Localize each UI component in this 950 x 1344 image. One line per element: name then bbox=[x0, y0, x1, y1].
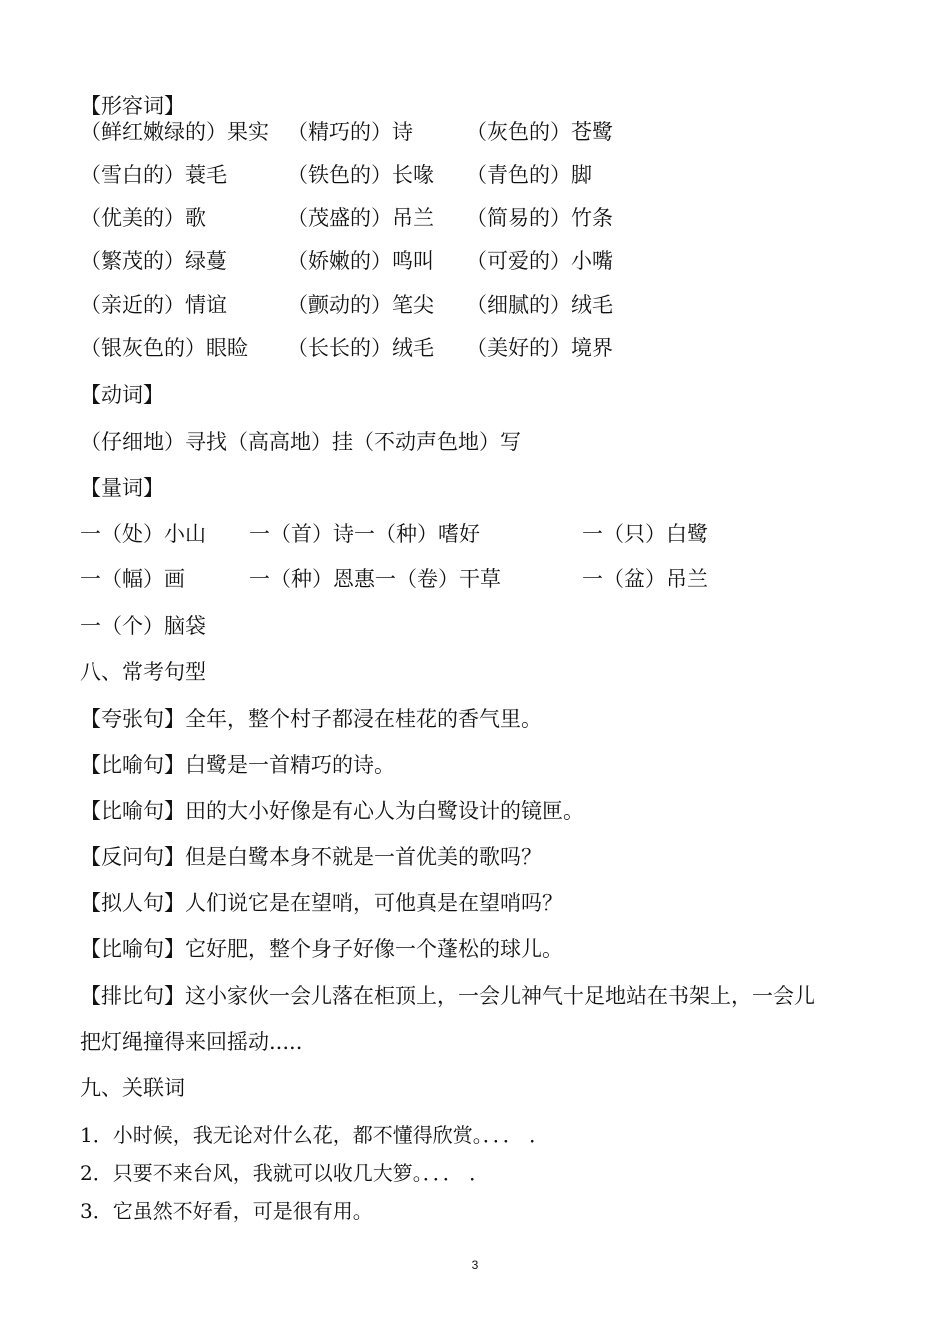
adjective-item: （银灰色的）眼睑 bbox=[80, 336, 248, 360]
adjective-item: （繁茂的）绿蔓 bbox=[80, 249, 227, 273]
measure-word-item: 一（只）白鹭 bbox=[582, 522, 708, 546]
measure-word-item: 一（种）恩惠一（卷）干草 bbox=[249, 567, 501, 591]
adjective-item: （精巧的）诗 bbox=[287, 120, 413, 144]
adjective-item: （鲜红嫩绿的）果实 bbox=[80, 120, 269, 144]
sentence-item: 【比喻句】白鹭是一首精巧的诗。 bbox=[80, 753, 395, 777]
sentence-item: 【排比句】这小家伙一会儿落在柜顶上，一会儿神气十足地站在书架上，一会儿 bbox=[80, 984, 815, 1008]
adjective-item: （长长的）绒毛 bbox=[287, 336, 434, 360]
adjective-item: （细腻的）绒毛 bbox=[466, 293, 613, 317]
adjective-item: （亲近的）情谊 bbox=[80, 293, 227, 317]
adjective-item: （灰色的）苍鹭 bbox=[466, 120, 613, 144]
measure-word-item: 一（盆）吊兰 bbox=[582, 567, 708, 591]
adjective-item: （茂盛的）吊兰 bbox=[287, 206, 434, 230]
measure-word-item: 一（幅）画 bbox=[80, 567, 185, 591]
sentence-item: 【拟人句】人们说它是在望哨，可他真是在望哨吗？ bbox=[80, 891, 563, 915]
sentence-item: 【反问句】但是白鹭本身不就是一首优美的歌吗？ bbox=[80, 845, 542, 869]
adjective-item: （青色的）脚 bbox=[466, 163, 592, 187]
adjective-item: （娇嫩的）鸣叫 bbox=[287, 249, 434, 273]
verb-line: （仔细地）寻找（高高地）挂（不动声色地）写 bbox=[80, 430, 521, 454]
sentence-item: 把灯绳撞得来回摇动..... bbox=[80, 1030, 303, 1054]
conjunction-item: 1．小时候，我无论对什么花，都不懂得欣赏。．．． ． bbox=[80, 1123, 550, 1147]
section-heading: 九、关联词 bbox=[80, 1076, 185, 1100]
conjunction-item: 2．只要不来台风，我就可以收几大箩。．．． ． bbox=[80, 1161, 490, 1185]
adjective-item: （可爱的）小嘴 bbox=[466, 249, 613, 273]
sentence-item: 【比喻句】田的大小好像是有心人为白鹭设计的镜匣。 bbox=[80, 799, 584, 823]
page-number: 3 bbox=[471, 1258, 479, 1272]
measure-word-item: 一（首）诗一（种）嗜好 bbox=[249, 522, 480, 546]
measure-word-item: 一（处）小山 bbox=[80, 522, 206, 546]
measure-word-item: 一（个）脑袋 bbox=[80, 614, 206, 638]
verbs-heading: 【动词】 bbox=[80, 383, 164, 407]
adjective-item: （优美的）歌 bbox=[80, 206, 206, 230]
adjectives-heading: 【形容词】 bbox=[80, 94, 185, 118]
adjective-item: （铁色的）长喙 bbox=[287, 163, 434, 187]
adjective-item: （简易的）竹条 bbox=[466, 206, 613, 230]
conjunction-item: 3．它虽然不好看，可是很有用。 bbox=[80, 1199, 373, 1223]
section-heading: 八、常考句型 bbox=[80, 660, 206, 684]
measure-words-heading: 【量词】 bbox=[80, 476, 164, 500]
adjective-item: （美好的）境界 bbox=[466, 336, 613, 360]
sentence-item: 【夸张句】全年，整个村子都浸在桂花的香气里。 bbox=[80, 707, 542, 731]
adjective-item: （雪白的）蓑毛 bbox=[80, 163, 227, 187]
adjective-item: （颤动的）笔尖 bbox=[287, 293, 434, 317]
sentence-item: 【比喻句】它好肥，整个身子好像一个蓬松的球儿。 bbox=[80, 937, 563, 961]
